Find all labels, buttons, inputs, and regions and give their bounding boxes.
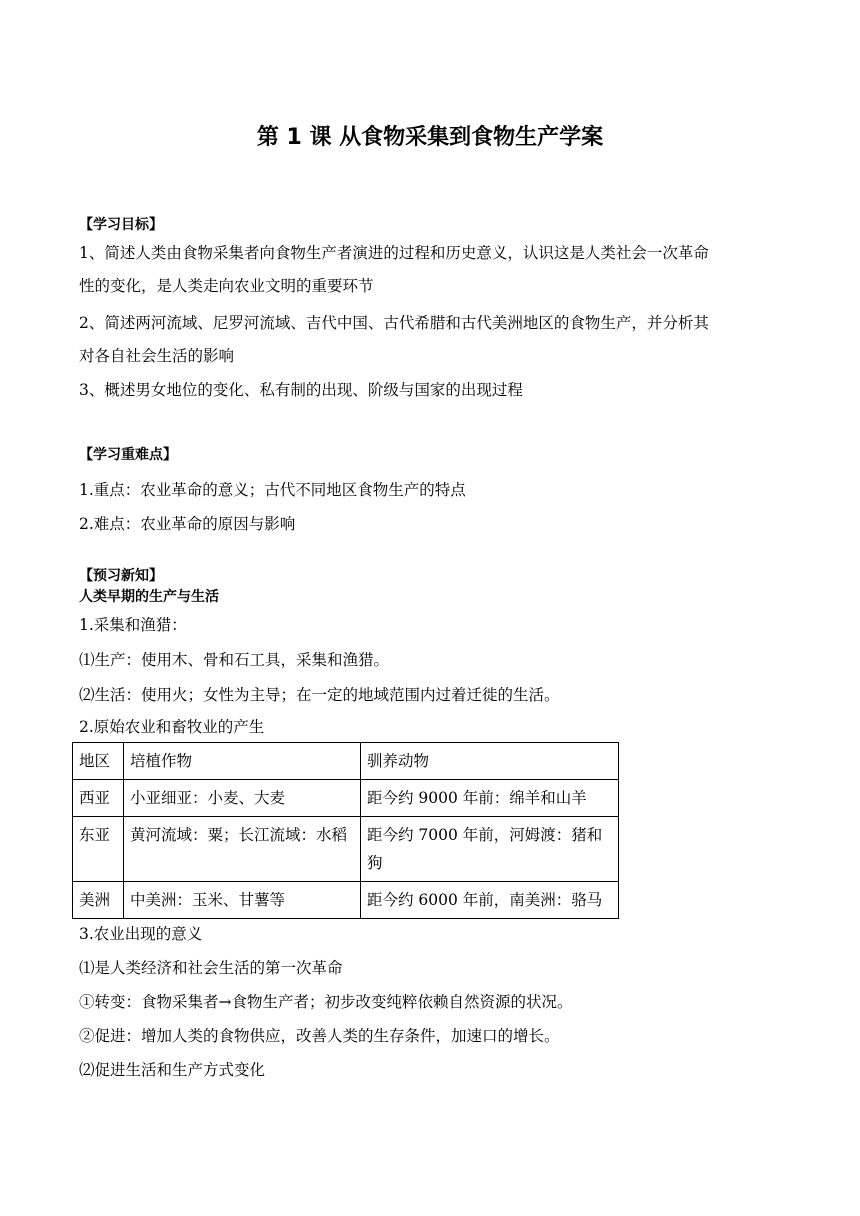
table-cell: 美洲 bbox=[73, 882, 124, 919]
keypoint-line: 1.重点：农业革命的意义；古代不同地区食物生产的特点 bbox=[79, 481, 466, 499]
table-row bbox=[73, 780, 619, 817]
table-cell: 黄河流域：粟；长江流域：水稻 bbox=[124, 817, 361, 882]
crops-animals-table bbox=[72, 742, 619, 919]
preview-line: 2.原始农业和畜牧业的产生 bbox=[79, 718, 265, 736]
table-cell: 西亚 bbox=[73, 780, 124, 817]
significance-line: ②促进：增加人类的食物供应，改善人类的生存条件，加速口的增长。 bbox=[79, 1027, 560, 1045]
significance-line: ⑴是人类经济和社会生活的第一次革命 bbox=[79, 959, 343, 977]
table-cell: 东亚 bbox=[73, 817, 124, 882]
table-header-cell: 培植作物 bbox=[124, 743, 361, 780]
table-header-row bbox=[73, 743, 619, 780]
preview-line: ⑵生活：使用火；女性为主导；在一定的地域范围内过着迁徙的生活。 bbox=[79, 686, 560, 704]
objective-line: 2、简述两河流域、尼罗河流域、吉代中国、古代希腊和古代美洲地区的食物生产，并分析其 bbox=[79, 314, 709, 332]
preview-subheading: 人类早期的生产与生活 bbox=[79, 589, 219, 605]
objective-line: 3、概述男女地位的变化、私有制的出现、阶级与国家的出现过程 bbox=[79, 381, 523, 399]
table-header-cell: 地区 bbox=[73, 743, 124, 780]
significance-line: ⑵促进生活和生产方式变化 bbox=[79, 1061, 266, 1079]
preview-line: ⑴生产：使用木、骨和石工具，采集和渔猎。 bbox=[79, 651, 390, 669]
significance-line: 3.农业出现的意义 bbox=[79, 925, 203, 943]
table-cell: 小亚细亚：小麦、大麦 bbox=[124, 780, 361, 817]
table-cell: 中美洲：玉米、甘薯等 bbox=[124, 882, 361, 919]
objective-line: 对各自社会生活的影响 bbox=[79, 347, 235, 365]
objective-line: 1、简述人类由食物采集者向食物生产者演进的过程和历史意义，认识这是人类社会一次革命 bbox=[79, 244, 709, 262]
objective-line: 性的变化，是人类走向农业文明的重要环节 bbox=[79, 277, 374, 295]
preview-line: 1.采集和渔猎： bbox=[79, 616, 187, 634]
table-cell: 距今约 9000 年前：绵羊和山羊 bbox=[361, 780, 619, 817]
preview-heading: 【预习新知】 bbox=[79, 568, 163, 584]
table-cell: 距今约 7000 年前，河姆渡：猪和狗 bbox=[361, 817, 619, 882]
table-row bbox=[73, 882, 619, 919]
table-header-cell: 驯养动物 bbox=[361, 743, 619, 780]
objectives-heading: 【学习目标】 bbox=[79, 217, 163, 233]
lesson-title: 第 1 课 从食物采集到食物生产学案 bbox=[256, 125, 604, 150]
significance-line: ①转变：食物采集者→食物生产者；初步改变纯粹依赖自然资源的状况。 bbox=[79, 993, 573, 1011]
table-row bbox=[73, 817, 619, 882]
table-cell: 距今约 6000 年前，南美洲：骆马 bbox=[361, 882, 619, 919]
keypoint-line: 2.难点：农业革命的原因与影响 bbox=[79, 515, 296, 533]
keypoints-heading: 【学习重难点】 bbox=[79, 447, 177, 463]
